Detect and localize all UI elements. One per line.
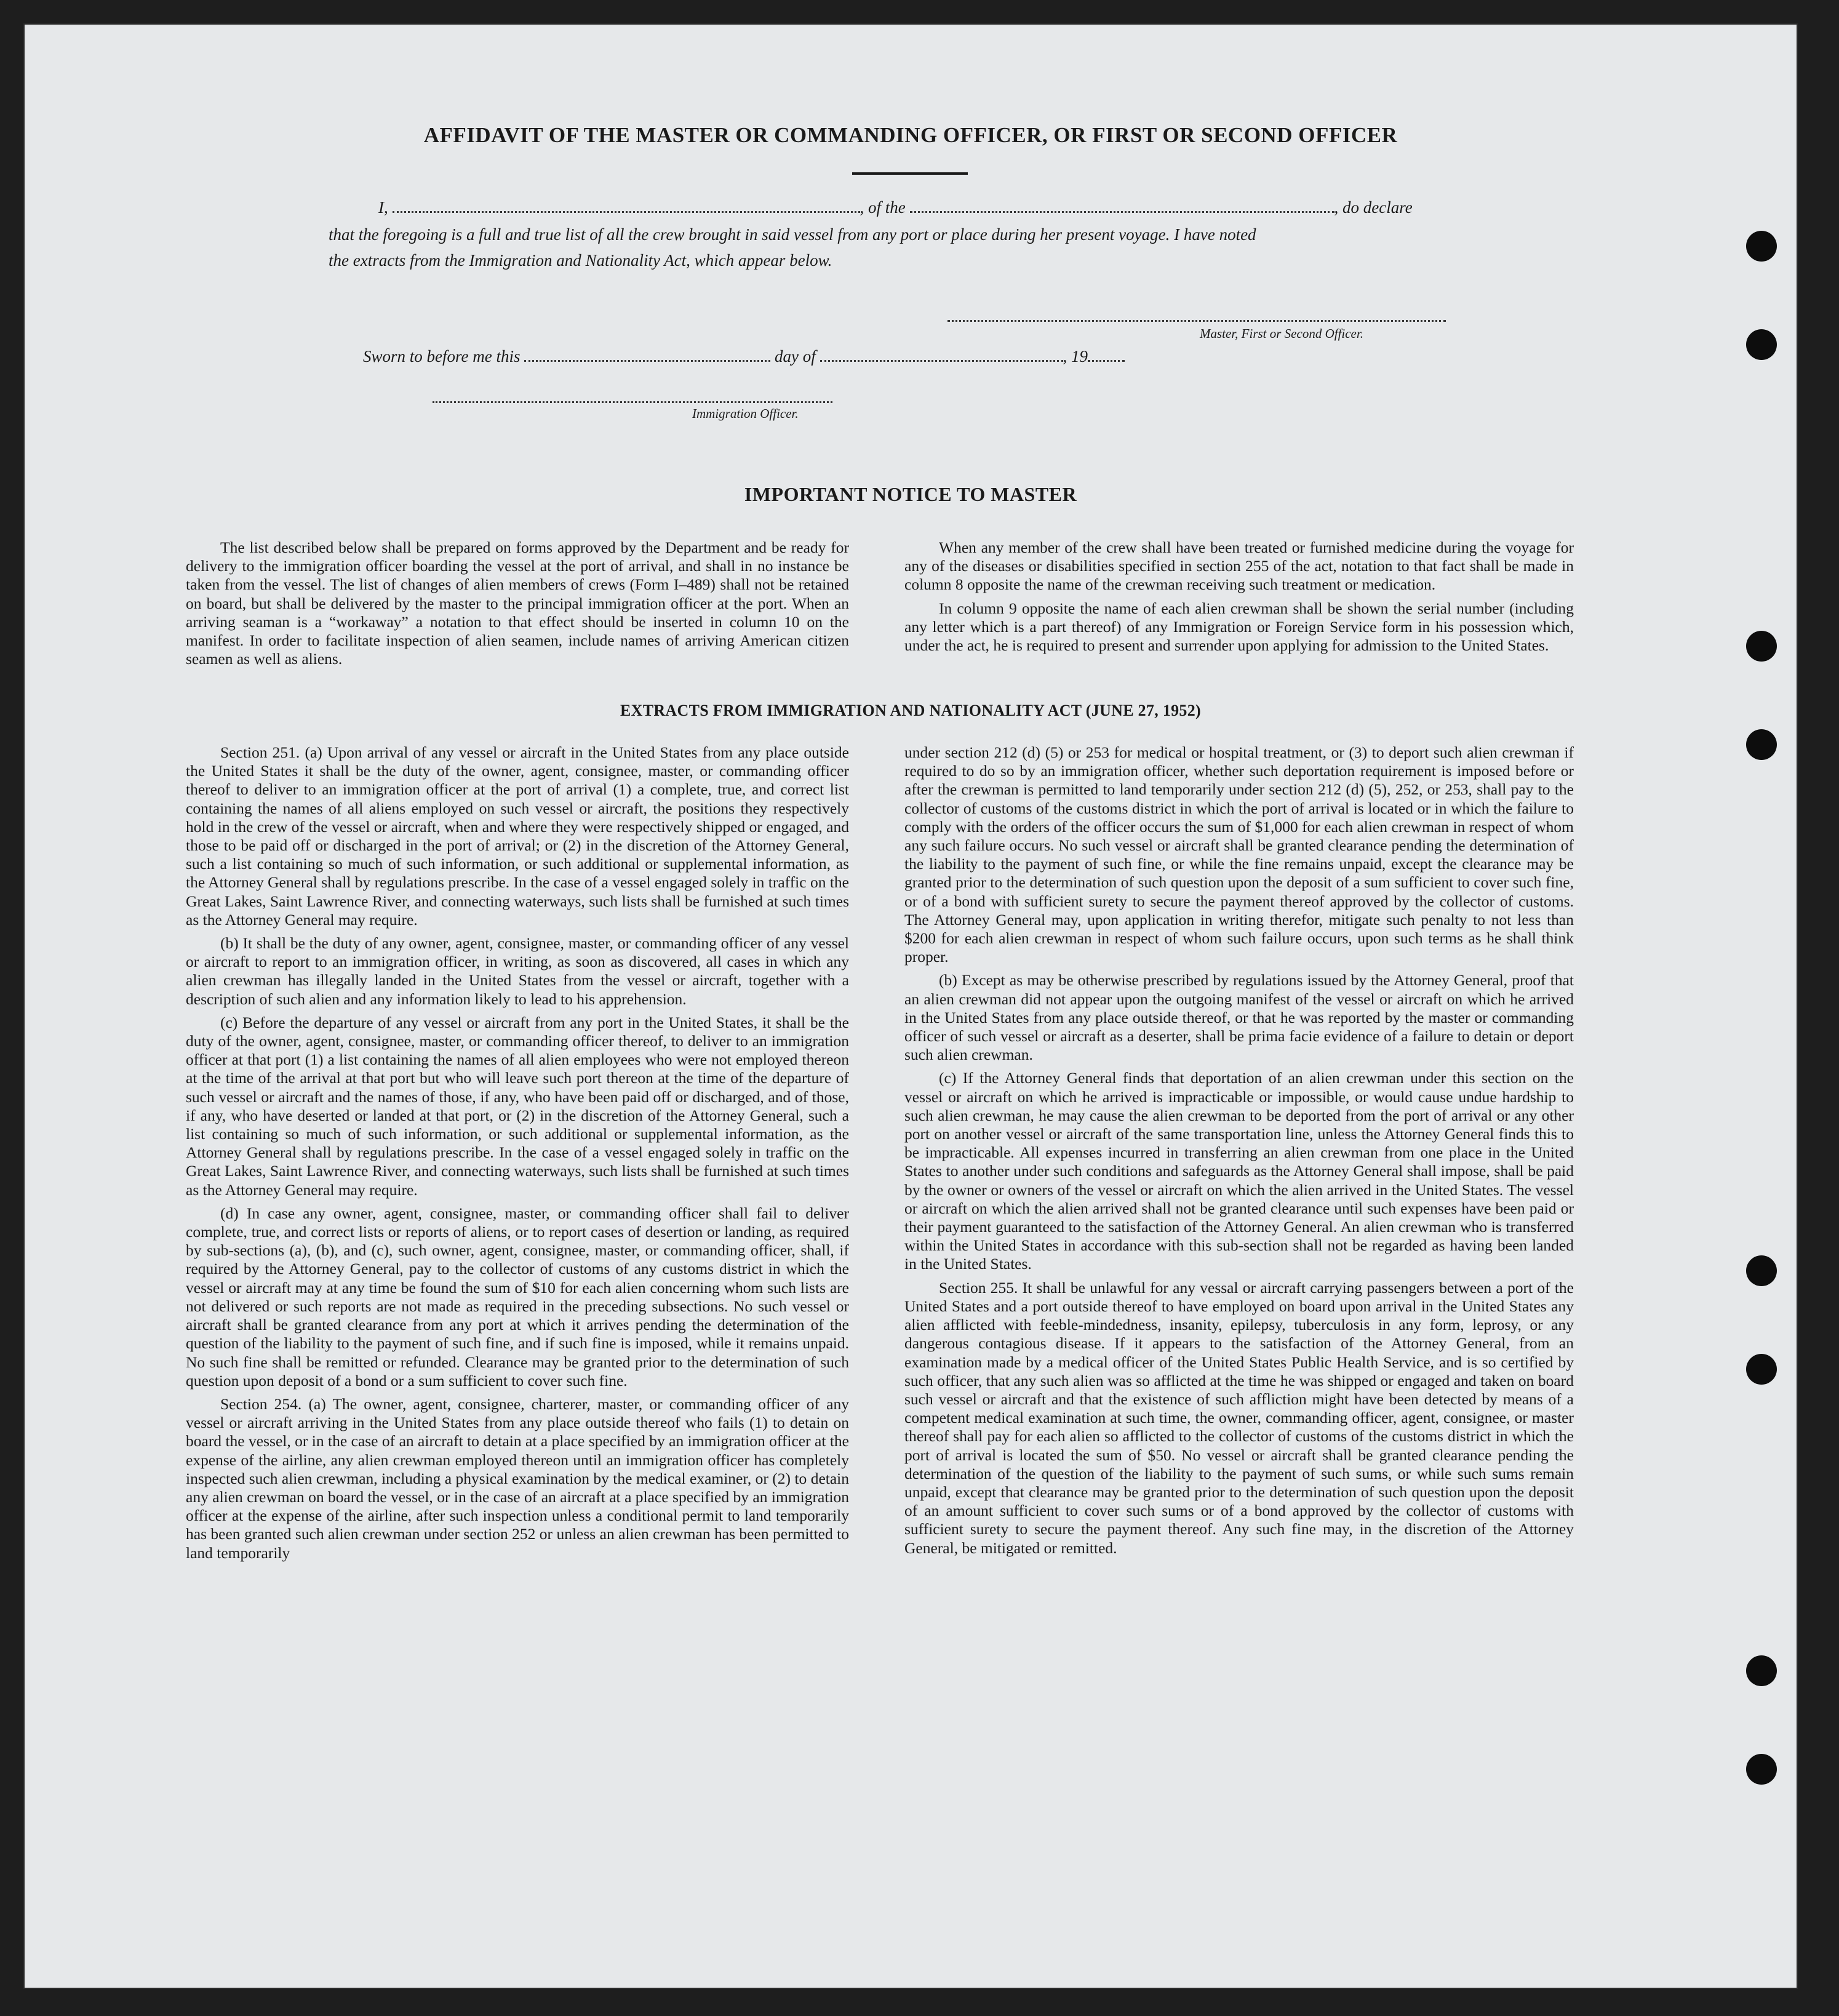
sworn-label: Sworn to before me this: [363, 347, 521, 366]
notice-left-column: [186, 538, 849, 673]
section-254-c: (c) If the Attorney General finds that deportation of an alien crewman under this section on the vessel or aircraft on which he arrived is impracticable or impossible, or would cause undue hardship to such alien crewman, he may cause the alien crewman to be deported from the port of arrival or any other port on another vessel or aircraft of the same transportation line, unless the Attorney General finds this to be impracticable. All expenses incurred in transferring an alien crewman from one place in the United States to another under such conditions and safeguards as the Attorney General shall impose, shall be paid by the owner or owners of the vessel or aircraft on which the alien arrived in the United States. The vessel or aircraft on which the alien arrived shall not be granted clearance until such expenses have been paid or their payment guaranteed to the satisfaction of the Attorney General. An alien crewman who is transferred within the United States in accordance with this sub-section shall not be regarded as having been landed in the United States.: [904, 1069, 1574, 1273]
notice-heading: IMPORTANT NOTICE TO MASTER: [744, 483, 1077, 505]
punch-hole: [1746, 631, 1777, 662]
document-page: [25, 25, 1797, 1988]
punch-hole: [1746, 231, 1777, 262]
signature-caption: Master, First or Second Officer.: [1200, 326, 1363, 341]
section-251-b: (b) It shall be the duty of any owner, agent, consignee, master, or commanding officer of any vessel or aircraft to report to an immigration officer, in writing, as soon as discovered, all cases in which any alien crewman has illegally landed in the United States from the vessel or aircraft, together with a description of such alien and any information likely to lead to his apprehension.: [186, 934, 849, 1008]
sworn-year-blank: [1088, 349, 1125, 362]
sworn-day-of: day of: [775, 347, 816, 366]
section-255: Section 255. It shall be unlawful for any vessal or aircraft carrying passengers between a port of the United States and a port outside thereof to have employed on board upon arrival in the United States any alien afflicted with feeble-mindedness, insanity, epilepsy, tuberculosis in any form, leprosy, or any dangerous contagious disease. If it appears to the satisfaction of the Attorney General, from an examination made by a medical officer of the United States Public Health Service, and is so certified by such officer, that any such alien was so afflicted at the time he was shipped or engaged and taken on board such vessel or aircraft and that the existence of such affliction might have been detected by means of a competent medical examination at such time, the owner, commanding officer, agent, consignee, or master thereof shall pay for each alien so afflicted to the collector of customs of the customs district in which the port of arrival is located the sum of $50. No vessel or aircraft shall be granted clearance pending the determination of the question of the liability to the payment of such sums, or while such sums remain unpaid, except that clearance may be granted prior to the determination of such question upon the deposit of an amount sufficient to cover such sums or of a bond approved by the collector of customs with sufficient surety to secure the payment thereof. Any such fine may, in the discretion of the Attorney General, be mitigated or remitted.: [904, 1278, 1574, 1557]
punch-hole: [1746, 1255, 1777, 1286]
punch-hole: [1746, 1655, 1777, 1686]
declaration-i: I,: [378, 198, 388, 217]
signature-line: [947, 320, 1446, 322]
statement-line-2: the extracts from the Immigration and Nationality Act, which appear below.: [329, 251, 832, 270]
section-254-a-continued: under section 212 (d) (5) or 253 for medical or hospital treatment, or (3) to deport such alien crewman if required to do so by an immigration officer, whether such deportation requirement is imposed before or after the crewman is permitted to land temporarily under section 212 (d) (5), 252, or 253, shall pay to the collector of customs of the customs district in which the port of arrival is located or in which the failure to comply with the orders of the officer occurs the sum of $1,000 for each alien crewman in respect of whom any such failure occurs. No such vessel or aircraft shall be granted clearance pending the determination of the liability to the payment of such fine, or while the fine remains unpaid, except the clearance may be granted prior to the determination of such question upon the deposit of a sum sufficient to cover such fine, or of a bond with sufficient surety to secure the payment thereof approved by the collector of customs. The Attorney General may, upon application in writing therefor, mitigate such penalty to not less than $200 for each alien crewman in respect of whom such failure occurs, upon such terms as he shall think proper.: [904, 743, 1574, 966]
section-251-d: (d) In case any owner, agent, consignee, master, or commanding officer shall fail to deliver complete, true, and correct lists or reports of aliens, or to report cases of desertion or landing, as required by sub-sections (a), (b), and (c), such owner, agent, consignee, master, or commanding officer, shall, if required by the Attorney General, pay to the collector of customs of any customs district in which the vessel or aircraft may at any time be found the sum of $10 for each alien concerning whom such lists are not delivered or such reports are not made as required in the preceding subsections. No such vessel or aircraft shall be granted clearance from any port at which it arrives pending the determination of the question of the liability to the payment of such fine, and if such fine is imposed, while it remains unpaid. No such fine shall be remitted or refunded. Clearance may be granted prior to the determination of such question upon deposit of a bond or a sum sufficient to cover such fine.: [186, 1204, 849, 1390]
notice-right-column: [904, 538, 1574, 660]
name-blank: [393, 200, 860, 213]
sworn-month-blank: [820, 349, 1063, 362]
sworn-day-blank: [524, 349, 770, 362]
extracts-right-column: [904, 743, 1574, 1562]
punch-hole: [1746, 1754, 1777, 1785]
section-254-b: (b) Except as may be otherwise prescribed by regulations issued by the Attorney General, proof that an alien crewman did not appear upon the outgoing manifest of the vessel or aircraft on which he arrived in the United States from any place outside thereof, or that he was reported by the master or commanding officer of such vessel or aircraft as a deserter, shall be prima facie evidence of a failure to detain or deport such alien crewman.: [904, 971, 1574, 1064]
sworn-year-prefix: , 19: [1063, 347, 1088, 366]
statement-line-1: that the foregoing is a full and true list of all the crew brought in said vessel from any port or place during her present voyage. I have noted: [329, 225, 1256, 244]
declaration-of-the: , of the: [860, 198, 906, 217]
punch-hole: [1746, 329, 1777, 360]
officer-signature-line: [433, 401, 832, 403]
officer-caption: Immigration Officer.: [692, 406, 799, 421]
declaration-do-declare: , do declare: [1334, 198, 1413, 217]
notice-left-paragraph: The list described below shall be prepared on forms approved by the Department and be ready for delivery to the immigration officer boarding the vessel at the port of arrival, and shall in no instance be taken from the vessel. The list of changes of alien members of crews (Form I–489) shall not be retained on board, but shall be delivered by the master to the principal immigration officer at the port. When an arriving seaman is a “workaway” a notation to that effect should be inserted in column 10 on the manifest. In order to facilitate inspection of alien seamen, include names of arriving American citizen seamen as well as aliens.: [186, 538, 849, 668]
section-251-c: (c) Before the departure of any vessel or aircraft from any port in the United States, it shall be the duty of the owner, agent, consignee, master, or commanding officer thereof, to deliver to an immigration officer at that port (1) a list containing the names of all alien employees who were not employed thereon at the time of the arrival at that port but who will leave such port thereon at the time of the departure of such vessel or aircraft and the names of those, if any, who have been paid off or discharged, and of those, if any, who have deserted or landed at that port, or (2) in the discretion of the Attorney General, such a list containing so much of such information, or such additional or supplemental information, as the Attorney General shall by regulations prescribe. In the case of a vessel engaged solely in traffic on the Great Lakes, Saint Lawrence River, and connecting waterways, such lists shall be furnished at such times as the Attorney General may require.: [186, 1013, 849, 1199]
notice-right-paragraph-1: When any member of the crew shall have been treated or furnished medicine during the voyage for any of the diseases or disabilities specified in section 255 of the act, notation to that fact shall be made in column 8 opposite the name of the crewman receiving such treatment or medication.: [904, 538, 1574, 594]
extracts-left-column: [186, 743, 849, 1567]
title-divider: [852, 172, 968, 175]
extracts-heading: EXTRACTS FROM IMMIGRATION AND NATIONALITY ACT (JUNE 27, 1952): [620, 702, 1201, 719]
section-251-a: Section 251. (a) Upon arrival of any vessel or aircraft in the United States from any place outside the United States it shall be the duty of the owner, agent, consignee, master, or commanding officer thereof to deliver to an immigration officer at the port of arrival (1) a complete, true, and correct list containing the names of all aliens employed on such vessel or aircraft, the positions they respectively hold in the crew of the vessel or aircraft, when and where they were respectively shipped or engaged, and those to be paid off or discharged in the port of arrival; or (2) in the discretion of the Attorney General, such a list containing so much of such information, or such additional or supplemental information, as the Attorney General shall by regulations prescribe. In the case of a vessel engaged solely in traffic on the Great Lakes, Saint Lawrence River, and connecting waterways, such lists shall be furnished at such times as the Attorney General may require.: [186, 743, 849, 929]
sworn-line: [363, 347, 1125, 366]
affidavit-title: AFFIDAVIT OF THE MASTER OR COMMANDING OFFICER, OR FIRST OR SECOND OFFICER: [423, 123, 1398, 147]
vessel-blank: [910, 200, 1334, 213]
punch-hole: [1746, 1354, 1777, 1385]
section-254-a: Section 254. (a) The owner, agent, consignee, charterer, master, or commanding officer of any vessel or aircraft arriving in the United States from any place outside thereof who fails (1) to detain on board the vessel, or in the case of an aircraft to detain at a place specified by an immigration officer at the expense of the airline, any alien crewman employed thereon until an immigration officer has completely inspected such alien crewman, including a physical examination by the medical examiner, or (2) to detain any alien crewman on board the vessel, or in the case of an aircraft at a place specified by an immigration officer at the expense of the airline, after such inspection unless a conditional permit to land temporarily has been granted such alien crewman under section 252 or unless an alien crewman has been permitted to land temporarily: [186, 1394, 849, 1562]
declaration-line: [378, 198, 1413, 217]
punch-hole: [1746, 729, 1777, 760]
notice-right-paragraph-2: In column 9 opposite the name of each alien crewman shall be shown the serial number (including any letter which is a part thereof) of any Immigration or Foreign Service form in his possession which, under the act, he is required to present and surrender upon applying for admission to the United States.: [904, 599, 1574, 655]
